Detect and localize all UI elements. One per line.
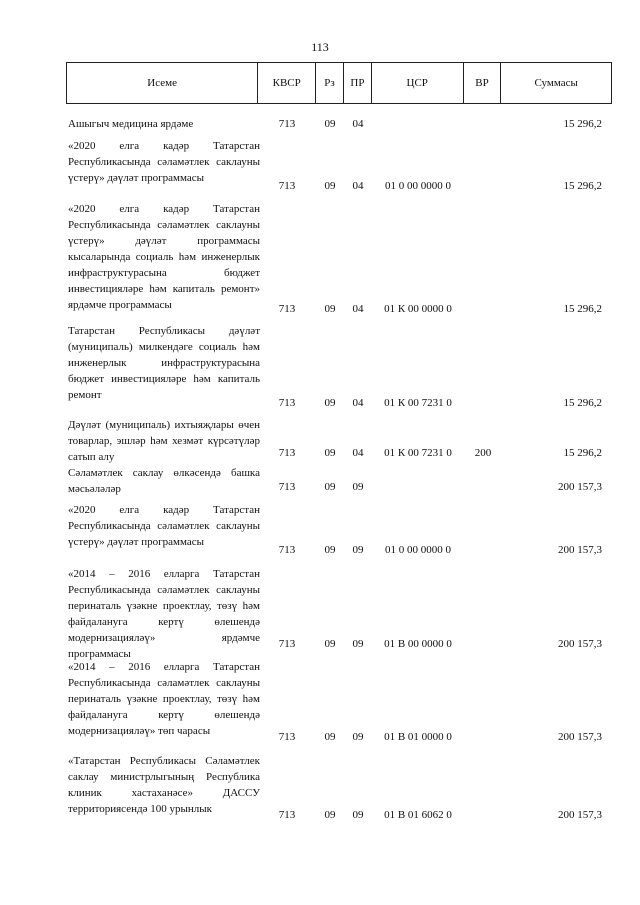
row-pr: 04 bbox=[352, 303, 364, 315]
header-name: Исеме bbox=[67, 63, 258, 103]
row-kvsr: 713 bbox=[278, 397, 296, 409]
row-csr: 01 В 01 6062 0 bbox=[384, 809, 452, 821]
row-rz: 09 bbox=[324, 638, 336, 650]
row-rz: 09 bbox=[324, 397, 336, 409]
row-csr: 01 В 01 0000 0 bbox=[384, 731, 452, 743]
table-row bbox=[66, 753, 612, 823]
row-csr: 01 К 00 7231 0 bbox=[384, 447, 452, 459]
table-header bbox=[66, 62, 612, 104]
row-name: «2020 елга кадәр Татарстан Республикасында сәламәтлек саклауны үстерү» дәүләт программасы кысаларында социаль һәм инженерлык инфраструктурасына бюджет инвестицияләре һәм капиталь ремонт» ярдәмче программасы bbox=[68, 203, 260, 311]
row-sum: 200 157,3 bbox=[558, 544, 602, 556]
header-vr: ВР bbox=[464, 63, 502, 103]
table-row bbox=[66, 465, 612, 495]
row-pr: 04 bbox=[352, 180, 364, 192]
header-csr: ЦСР bbox=[372, 63, 464, 103]
header-sum: Суммасы bbox=[534, 77, 578, 89]
row-pr: 09 bbox=[352, 481, 364, 493]
row-rz: 09 bbox=[324, 544, 336, 556]
row-sum: 15 296,2 bbox=[563, 447, 602, 459]
table-row bbox=[66, 566, 612, 660]
row-pr: 09 bbox=[352, 731, 364, 743]
row-pr: 04 bbox=[352, 118, 364, 130]
row-sum: 200 157,3 bbox=[558, 731, 602, 743]
row-name: «2020 елга кадәр Татарстан Республикасында сәламәтлек саклауны үстерү» дәүләт программасы bbox=[68, 504, 260, 548]
row-rz: 09 bbox=[324, 731, 336, 743]
table-row bbox=[66, 138, 612, 194]
row-sum: 15 296,2 bbox=[563, 397, 602, 409]
row-vr: 200 bbox=[474, 447, 492, 459]
row-name: Ашыгыч медицина ярдәме bbox=[68, 118, 194, 130]
row-rz: 09 bbox=[324, 118, 336, 130]
row-csr: 01 К 00 7231 0 bbox=[384, 397, 452, 409]
row-sum: 15 296,2 bbox=[563, 303, 602, 315]
row-name: «2014 – 2016 елларга Татарстан Республикасында сәламәтлек саклауны перинаталь үзәкне проектлау, төзү һәм файдалануга кертү өлешендә модернизацияләү» төп чарасы bbox=[68, 661, 260, 737]
row-kvsr: 713 bbox=[278, 118, 296, 130]
row-sum: 200 157,3 bbox=[558, 809, 602, 821]
row-pr: 09 bbox=[352, 544, 364, 556]
row-kvsr: 713 bbox=[278, 447, 296, 459]
row-kvsr: 713 bbox=[278, 809, 296, 821]
row-sum: 15 296,2 bbox=[563, 180, 602, 192]
row-kvsr: 713 bbox=[278, 481, 296, 493]
header-rz: Рз bbox=[316, 63, 344, 103]
row-name: «Татарстан Республикасы Сәламәтлек саклау министрлыгының Республика клиник хастаханәсе» ДАССУ территориясендә 100 урынлык bbox=[68, 755, 260, 815]
row-pr: 04 bbox=[352, 397, 364, 409]
table-row bbox=[66, 417, 612, 461]
row-pr: 09 bbox=[352, 809, 364, 821]
row-rz: 09 bbox=[324, 809, 336, 821]
header-kvsr: КВСР bbox=[258, 63, 316, 103]
row-rz: 09 bbox=[324, 180, 336, 192]
row-name: «2020 елга кадәр Татарстан Республикасында сәламәтлек саклауны үстерү» дәүләт программасы bbox=[68, 140, 260, 184]
row-kvsr: 713 bbox=[278, 180, 296, 192]
table-row bbox=[66, 502, 612, 558]
row-pr: 09 bbox=[352, 638, 364, 650]
table-row bbox=[66, 659, 612, 745]
row-pr: 04 bbox=[352, 447, 364, 459]
row-name: Татарстан Республикасы дәүләт (муниципаль) милкендәге социаль һәм инженерлык инфраструктурасына бюджет инвестицияләре һәм капиталь ремонт bbox=[68, 325, 260, 401]
table-row bbox=[66, 323, 612, 411]
row-kvsr: 713 bbox=[278, 303, 296, 315]
row-name: Сәламәтлек саклау өлкәсендә башка мәсьәләләр bbox=[68, 467, 260, 495]
row-rz: 09 bbox=[324, 447, 336, 459]
row-csr: 01 В 00 0000 0 bbox=[384, 638, 452, 650]
row-sum: 200 157,3 bbox=[558, 481, 602, 493]
table-row bbox=[66, 201, 612, 317]
header-pr: ПР bbox=[344, 63, 372, 103]
row-csr: 01 0 00 0000 0 bbox=[385, 544, 451, 556]
row-kvsr: 713 bbox=[278, 544, 296, 556]
row-sum: 15 296,2 bbox=[563, 118, 602, 130]
row-name: «2014 – 2016 елларга Татарстан Республикасында сәламәтлек саклауны перинаталь үзәкне проектлау, төзү һәм файдалануга кертү өлешендә модернизацияләү» ярдәмче программасы bbox=[68, 568, 260, 660]
table-row bbox=[66, 116, 612, 132]
row-csr: 01 К 00 0000 0 bbox=[384, 303, 452, 315]
row-rz: 09 bbox=[324, 303, 336, 315]
row-kvsr: 713 bbox=[278, 638, 296, 650]
row-rz: 09 bbox=[324, 481, 336, 493]
row-kvsr: 713 bbox=[278, 731, 296, 743]
row-csr: 01 0 00 0000 0 bbox=[385, 180, 451, 192]
page-number: 113 bbox=[311, 40, 329, 54]
row-sum: 200 157,3 bbox=[558, 638, 602, 650]
row-name: Дәүләт (муниципаль) ихтыяҗлары өчен товарлар, эшләр һәм хезмәт күрсәтүләр сатып алу bbox=[68, 419, 260, 463]
